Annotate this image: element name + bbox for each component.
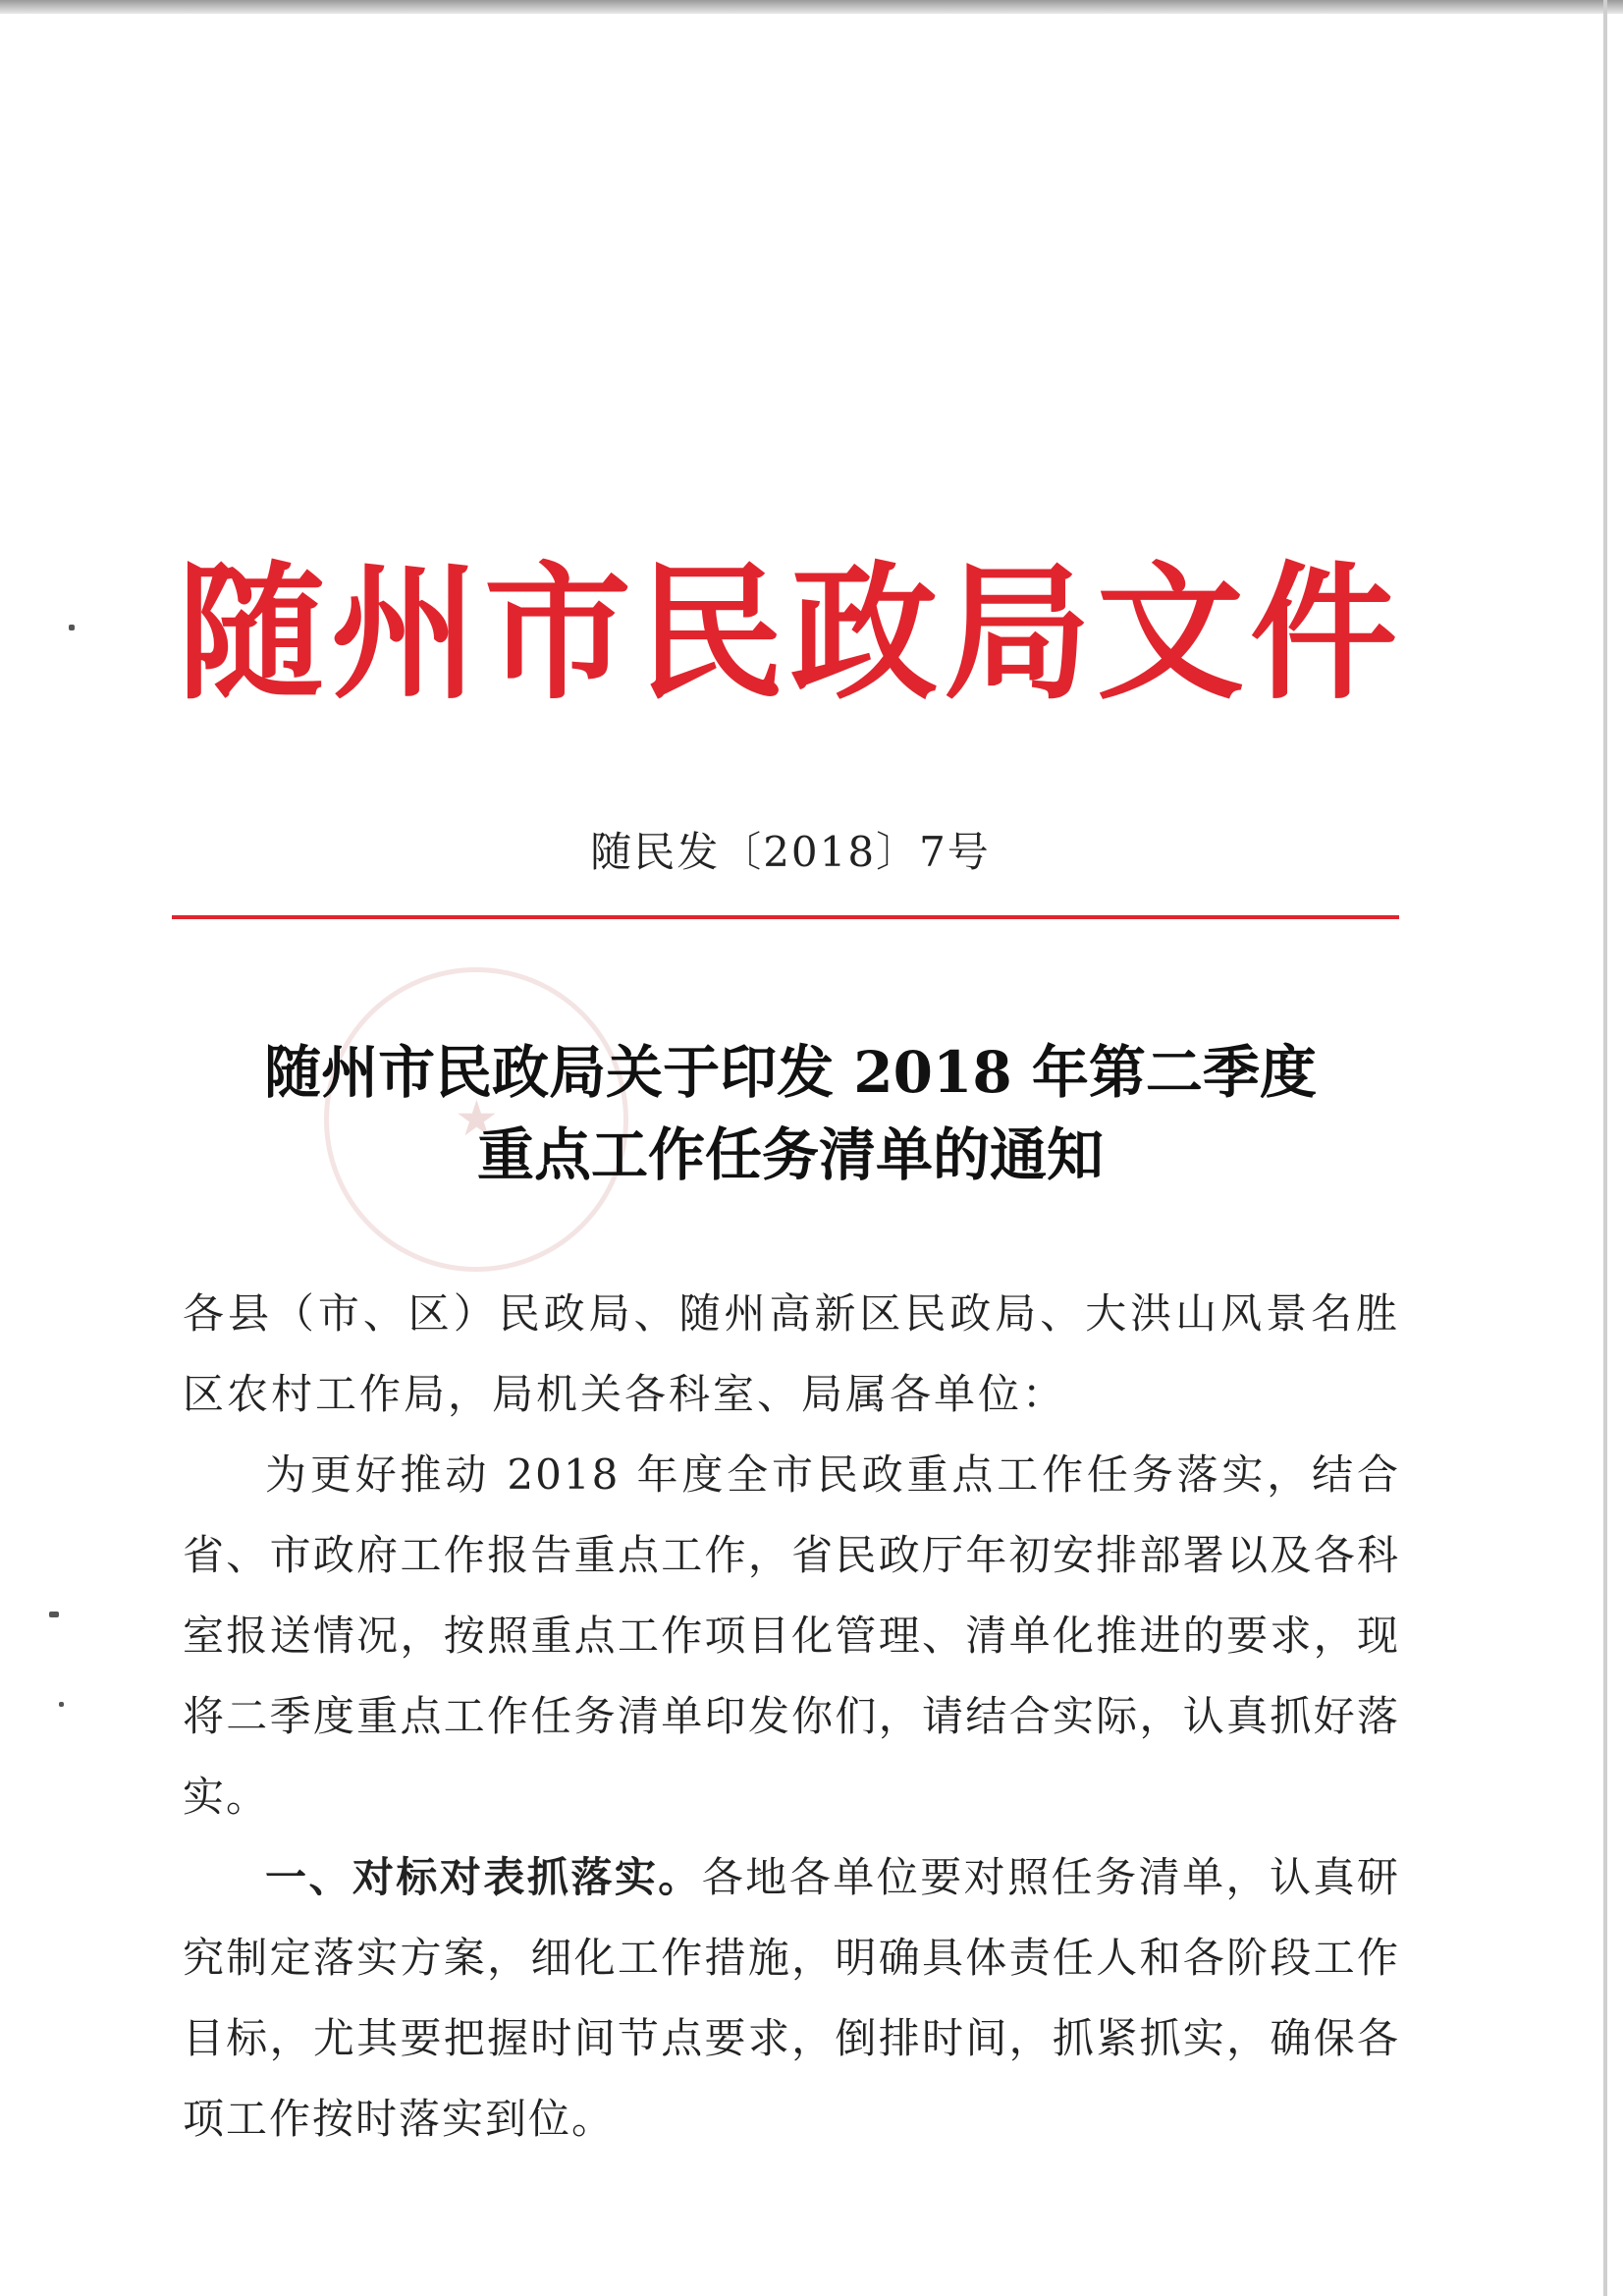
notice-title (167, 1031, 1414, 1196)
scan-speck (49, 1612, 59, 1617)
section-1-heading: 一、对标对表抓落实。 (265, 1853, 702, 1901)
addressee: 各县（市、区）民政局、随州高新区民政局、大洪山风景名胜区农村工作局，局机关各科室、局属各单位： (183, 1289, 1400, 1418)
scan-top-edge (0, 0, 1623, 14)
title-line-2: 重点工作任务清单的通知 (476, 1121, 1104, 1188)
scan-right-edge (1603, 0, 1607, 2296)
letterhead-title: 随州市民政局文件 (177, 547, 1403, 720)
paragraph-intro: 为更好推动 2018 年度全市民政重点工作任务落实，结合省、市政府工作报告重点工作，省民政厅年初安排部署以及各科室报送情况，按照重点工作项目化管理、清单化推进的要求，现将二季度重点工作任务清单印发你们，请结合实际，认真抓好落实。 (183, 1450, 1400, 1821)
paragraph-section-1 (183, 1837, 1400, 2159)
scan-speck (59, 1702, 64, 1707)
title-line-1: 随州市民政局关于印发 2018 年第二季度 (264, 1039, 1317, 1106)
document-number: 随民发〔2018〕7号 (590, 828, 991, 876)
scan-speck (69, 625, 75, 630)
red-divider-line (172, 915, 1399, 919)
document-body (183, 1274, 1400, 2159)
section-1-text: 各地各单位要对照任务清单，认真研究制定落实方案，细化工作措施，明确具体责任人和各阶段工作目标，尤其要把握时间节点要求，倒排时间，抓紧抓实，确保各项工作按时落实到位。 (183, 1853, 1400, 2143)
seal-star-icon: ★ (455, 1090, 499, 1147)
